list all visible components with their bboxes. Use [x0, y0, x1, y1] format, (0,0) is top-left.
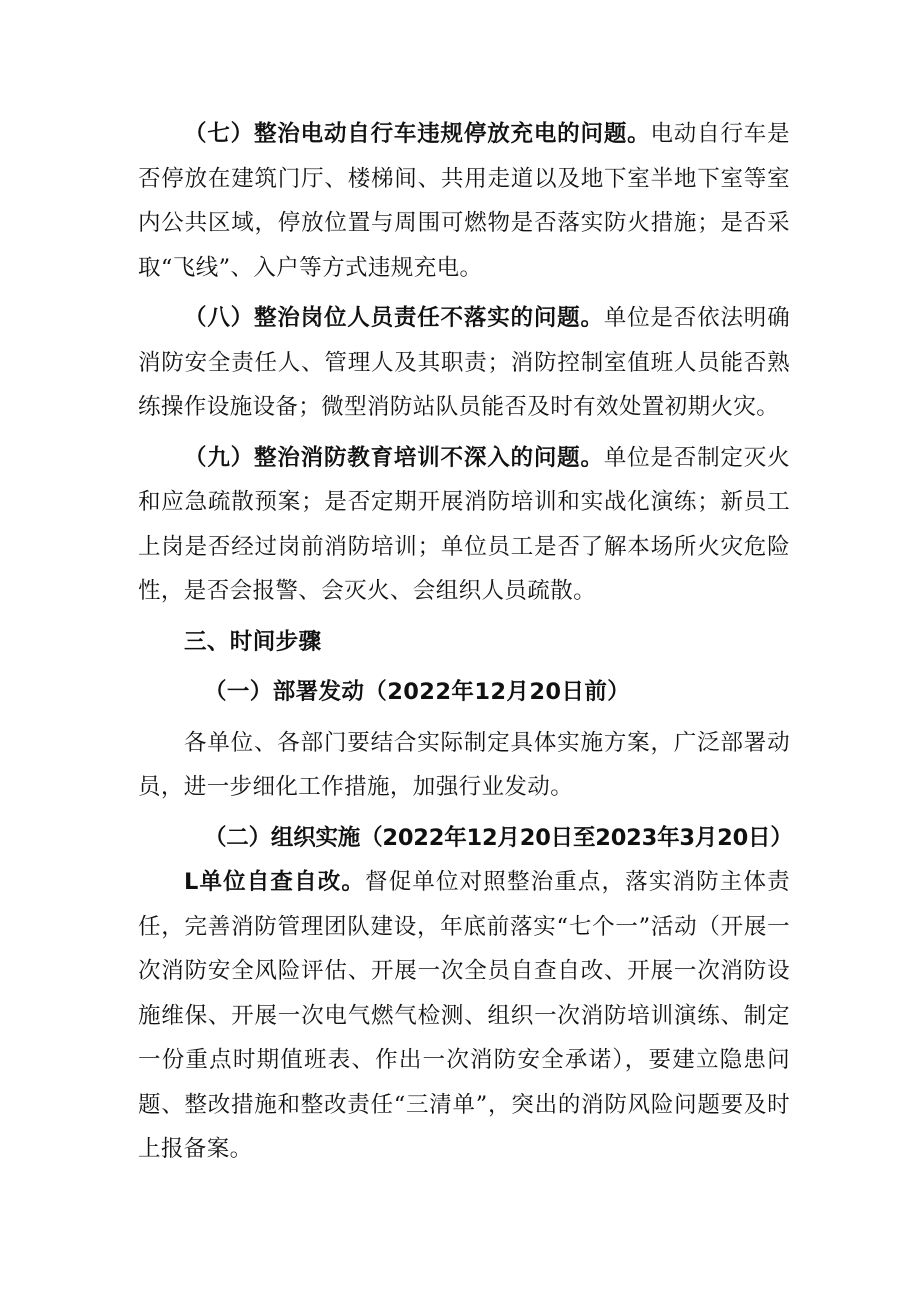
item-1-lead: L单位自查自改。: [184, 869, 366, 895]
paragraph-item-9: [138, 436, 790, 614]
paragraph-item-7-lead: （七）整治电动自行车违规停放充电的问题。: [184, 121, 651, 147]
paragraph-item-9-lead: （九）整治消防教育培训不深入的问题。: [184, 444, 604, 471]
section-3-heading: 三、时间步骤: [184, 628, 322, 655]
paragraph-item-8-lead: （八）整治岗位人员责任不落实的问题。: [184, 305, 604, 331]
document-page: [138, 112, 793, 1172]
step-1-heading: （一）部署发动（2022年12月20日前）: [204, 679, 631, 705]
paragraph-item-7: [138, 112, 790, 290]
item-1-paragraph: [138, 860, 790, 1172]
step-1-paragraph: 各单位、各部门要结合实际制定具体实施方案，广泛部署动员，进一步细化工作措施，加强行业发动。: [138, 729, 790, 800]
step-2-heading: （二）组织实施（2022年12月20日至2023年3月20日）: [204, 824, 793, 851]
item-1-body: 督促单位对照整治重点，落实消防主体责任，完善消防管理团队建设，年底前落实“七个一”活动（开展一次消防安全风险评估、开展一次全员自查自改、开展一次消防设施维保、开展一次电气燃气检测、组织一次消防培训演练、制定一份重点时期值班表、作出一次消防安全承诺），要建立隐患问题、整改措施和整改责任“三清单”，突出的消防风险问题要及时上报备案。: [138, 869, 790, 1162]
paragraph-item-9-body: 单位是否制定灭火和应急疏散预案；是否定期开展消防培训和实战化演练；新员工上岗是否经过岗前消防培训；单位员工是否了解本场所火灾危险性，是否会报警、会灭火、会组织人员疏散。: [138, 444, 790, 604]
paragraph-item-8: [138, 296, 790, 430]
paragraph-item-7-body: 电动自行车是否停放在建筑门厅、楼梯间、共用走道以及地下室半地下室等室内公共区域，停放位置与周围可燃物是否落实防火措施；是否采取“飞线”、入户等方式违规充电。: [138, 121, 790, 281]
paragraph-item-8-body: 单位是否依法明确消防安全责任人、管理人及其职责；消防控制室值班人员能否熟练操作设施设备；微型消防站队员能否及时有效处置初期火灾。: [138, 305, 790, 420]
